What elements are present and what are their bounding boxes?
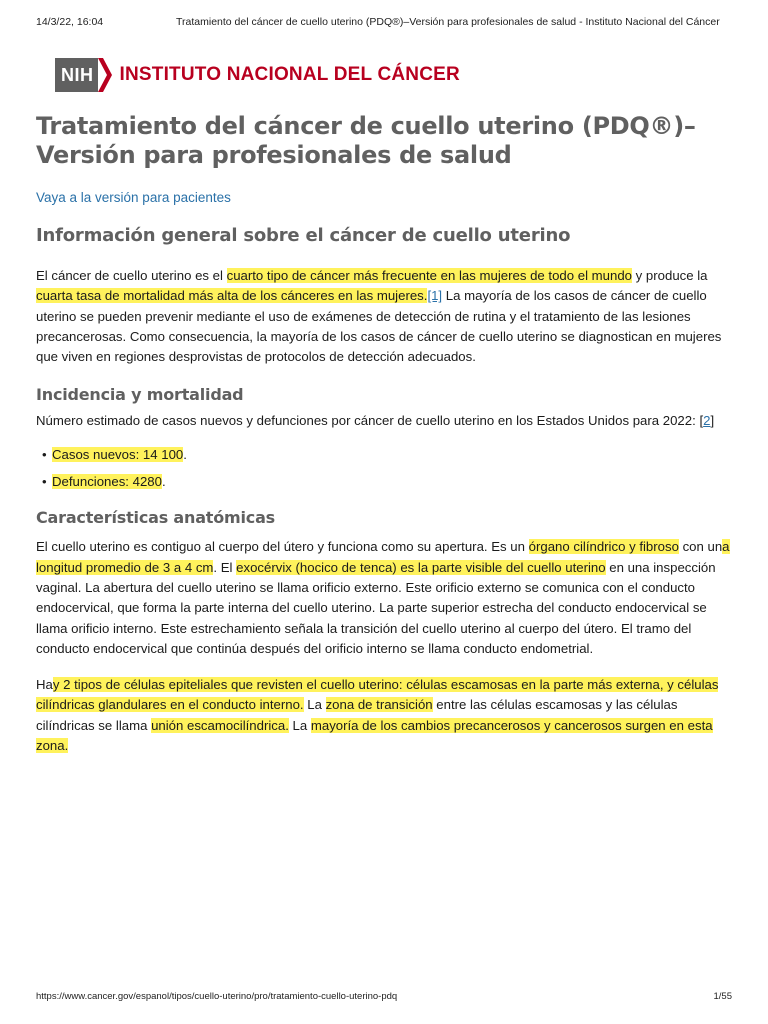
- highlight: unión escamocilíndrica.: [151, 717, 289, 733]
- anatomy-paragraph-2: [36, 675, 732, 756]
- highlight: órgano cilíndrico y fibroso: [528, 539, 679, 555]
- list-item: [52, 472, 732, 492]
- intro-text-3: La mayoría de los casos de cáncer de cuello uterino se pueden prevenir mediante el uso de exámenes de detección de rutina y el tratamiento de las lesiones precancerosas. Como consecuencia, la mayoría de los casos de cáncer de cuello uterino se diagnostican en mujeres que viven en regiones desprovistas de protocolos de detección adecuados.: [36, 288, 722, 365]
- text: La: [288, 717, 311, 733]
- nci-logo[interactable]: [55, 58, 460, 92]
- print-page-title: Tratamiento del cáncer de cuello uterino (PDQ®)–Versión para profesionales de salud - Instituto Nacional del Cáncer: [176, 16, 720, 28]
- section-title: Información general sobre el cáncer de cuello uterino: [36, 225, 571, 246]
- intro-text-2: y produce la: [632, 268, 708, 283]
- text: Ha: [36, 677, 53, 693]
- text: El cuello uterino es contiguo al cuerpo del útero y funciona como su apertura. Es un: [36, 539, 529, 555]
- reference-link-2[interactable]: 2: [703, 413, 711, 429]
- text: La: [303, 697, 326, 713]
- print-url: https://www.cancer.gov/espanol/tipos/cuello-uterino/pro/tratamiento-cuello-uterino-pdq: [36, 991, 398, 1002]
- incidence-heading: Incidencia y mortalidad: [36, 385, 244, 405]
- patient-version-link[interactable]: Vaya a la versión para pacientes: [36, 190, 231, 205]
- print-timestamp: 14/3/22, 16:04: [36, 16, 104, 28]
- highlight: a longitud promedio de 3 a 4 cm: [36, 539, 730, 575]
- text: . El: [213, 559, 237, 575]
- highlight: y 2 tipos de células epiteliales que revisten el cuello uterino: células escamosas en la parte más externa, y células cilíndricas glandulares en el conducto interno.: [36, 677, 719, 713]
- text: con un: [678, 539, 723, 555]
- intro-text-1: El cáncer de cuello uterino es el: [36, 268, 227, 283]
- incidence-list: [36, 445, 732, 493]
- page-number: 1/55: [713, 991, 732, 1002]
- article: [36, 112, 732, 756]
- reference-link-1[interactable]: [1]: [427, 288, 443, 304]
- anatomy-heading: Características anatómicas: [36, 508, 276, 528]
- period: .: [161, 474, 166, 490]
- anatomy-paragraph-1: [36, 537, 732, 659]
- highlight: exocérvix (hocico de tenca) es la parte visible del cuello uterino: [236, 559, 606, 575]
- text: entre las células escamosas y las células cilíndricas se llama: [36, 697, 678, 733]
- institute-name: INSTITUTO NACIONAL DEL CÁNCER: [119, 64, 460, 85]
- highlight: zona de transición: [325, 697, 433, 713]
- chevron-right-icon: [98, 58, 112, 92]
- highlight: cuarto tipo de cáncer más frecuente en las mujeres de todo el mundo: [226, 268, 632, 283]
- list-item: [52, 445, 732, 465]
- period: .: [183, 446, 187, 462]
- incidence-paragraph: [36, 411, 732, 431]
- highlight: mayoría de los cambios precancerosos y cancerosos surgen en esta zona.: [36, 717, 713, 754]
- text: en una inspección vaginal. La abertura del cuello uterino se llama orificio externo. Este orificio externo se comunica con el conducto endocervical, que forma la parte interna del cuello uterino. La parte superior estrecha del conducto endocervical se llama orificio interno. Este estrechamiento señala la transición del cuello uterino al cuerpo del útero. El tramo del conducto endocervical que continúa después del orificio interno se llama conducto endometrial.: [36, 559, 716, 656]
- bracket: ]: [710, 413, 715, 429]
- bracket: [: [699, 413, 704, 429]
- incidence-text: Número estimado de casos nuevos y defunciones por cáncer de cuello uterino en los Estados Unidos para 2022:: [36, 413, 700, 429]
- new-cases: Casos nuevos: 14 100: [52, 446, 184, 462]
- nih-badge: [55, 58, 112, 92]
- intro-paragraph: [36, 266, 732, 367]
- nih-label: NIH: [55, 58, 98, 92]
- highlight: cuarta tasa de mortalidad más alta de los cánceres en las mujeres.: [36, 288, 428, 304]
- page-title: Tratamiento del cáncer de cuello uterino (PDQ®)–Versión para profesionales de salud: [36, 112, 696, 169]
- deaths: Defunciones: 4280: [52, 474, 162, 490]
